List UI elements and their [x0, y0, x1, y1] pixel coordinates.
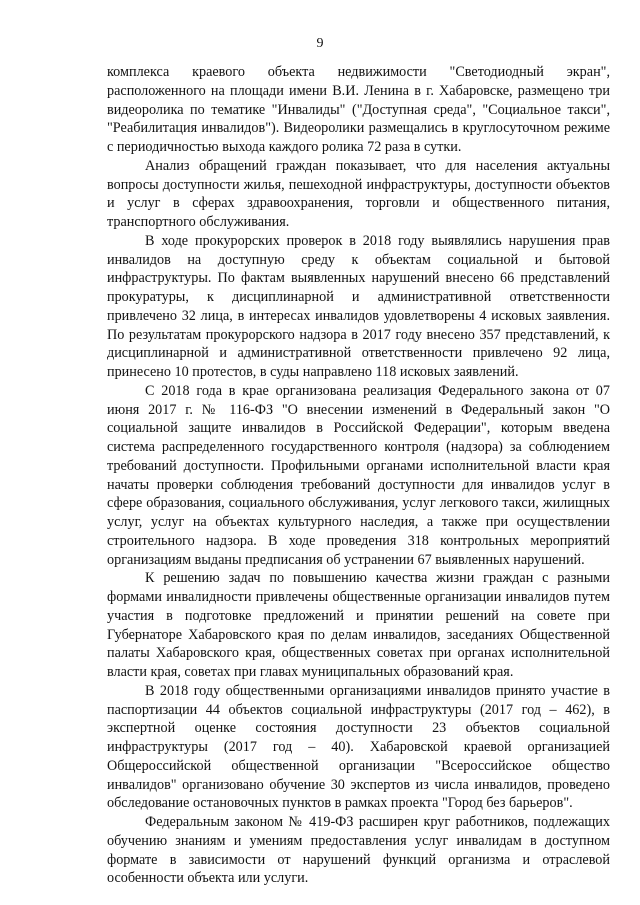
paragraph-led-screen: комплекса краевого объекта недвижимости "Светодиодный экран", расположенного на площади имени В.И. Ленина в г. Хабаровске, размещено три видеоролика по тематике "Инвалиды" ("Доступная среда", "Социальное такси", "Реабилитация инвалидов"). Видеоролики размещались в круглосуточном режиме с периодичностью выхода каждого ролика 72 раза в сутки. — [107, 64, 610, 155]
paragraph-citizen-appeals: Анализ обращений граждан показывает, что для населения актуальны вопросы доступности жилья, пешеходной инфраструктуры, доступности объектов и услуг в сферах здравоохранения, торговли и общественного питания, транспортного обслуживания. — [107, 157, 610, 230]
paragraph-federal-law-419: Федеральным законом № 419-ФЗ расширен круг работников, подлежащих обучению знаниям и умениям предоставления услуг инвалидам в доступном формате в зависимости от нарушений функций организма и отраслевой особенности объекта или услуги. — [107, 814, 610, 887]
page-number: 9 — [316, 36, 324, 51]
paragraph-public-organizations: К решению задач по повышению качества жизни граждан с разными формами инвалидности привлечены общественные организации инвалидов путем участия в подготовке предложений и принятии решений на совете при Губернаторе Хабаровского края по делам инвалидов, заседаниях Общественной палаты Хабаровского края, общественных советах при органах исполнительной власти края, советах при главах муниципальных образований края. — [107, 570, 610, 680]
paragraph-certification-2018: В 2018 году общественными организациями инвалидов принято участие в паспортизации 44 объектов социальной инфраструктуры (2017 год – 462), в экспертной оценке состояния доступности 23 объектов социальной инфраструктуры (2017 год – 40). Хабаровской краевой организацией Общероссийской общественной организации "Всероссийское общество инвалидов" организовано обучение 30 экспертов из числа инвалидов, проведено обследование остановочных пунктов в рамках проекта "Город без барьеров". — [107, 682, 610, 812]
paragraph-federal-law-116: С 2018 года в крае организована реализация Федерального закона от 07 июня 2017 г. № 116-ФЗ "О внесении изменений в Федеральный закон "О социальной защите инвалидов в Российской Федерации", которым введена система распределенного государственного контроля (надзора) за соблюдением требований доступности. Профильными органами исполнительной власти края начаты проверки соблюдения требований доступности для инвалидов услуг в сфере образования, социального обслуживания, услуг легкового такси, жилищных услуг, услуг на объектах культурного наследия, а также при осуществлении строительного надзора. В ходе проведения 318 контрольных мероприятий организациям выданы предписания об устранении 67 выявленных нарушений. — [107, 382, 610, 568]
body-text — [107, 63, 610, 888]
paragraph-prosecutor-checks: В ходе прокурорских проверок в 2018 году выявлялись нарушения прав инвалидов на доступную среду к объектам социальной и бытовой инфраструктуры. По фактам выявленных нарушений внесено 66 представлений прокуратуры, к дисциплинарной и административной ответственности привлечено 32 лица, в интересах инвалидов удовлетворены 4 исковых заявления. По результатам прокурорского надзора в 2017 году внесено 357 представлений, к дисциплинарной и административной ответственности привлечено 92 лица, принесено 10 протестов, в суды направлено 118 исковых заявлений. — [107, 232, 610, 380]
